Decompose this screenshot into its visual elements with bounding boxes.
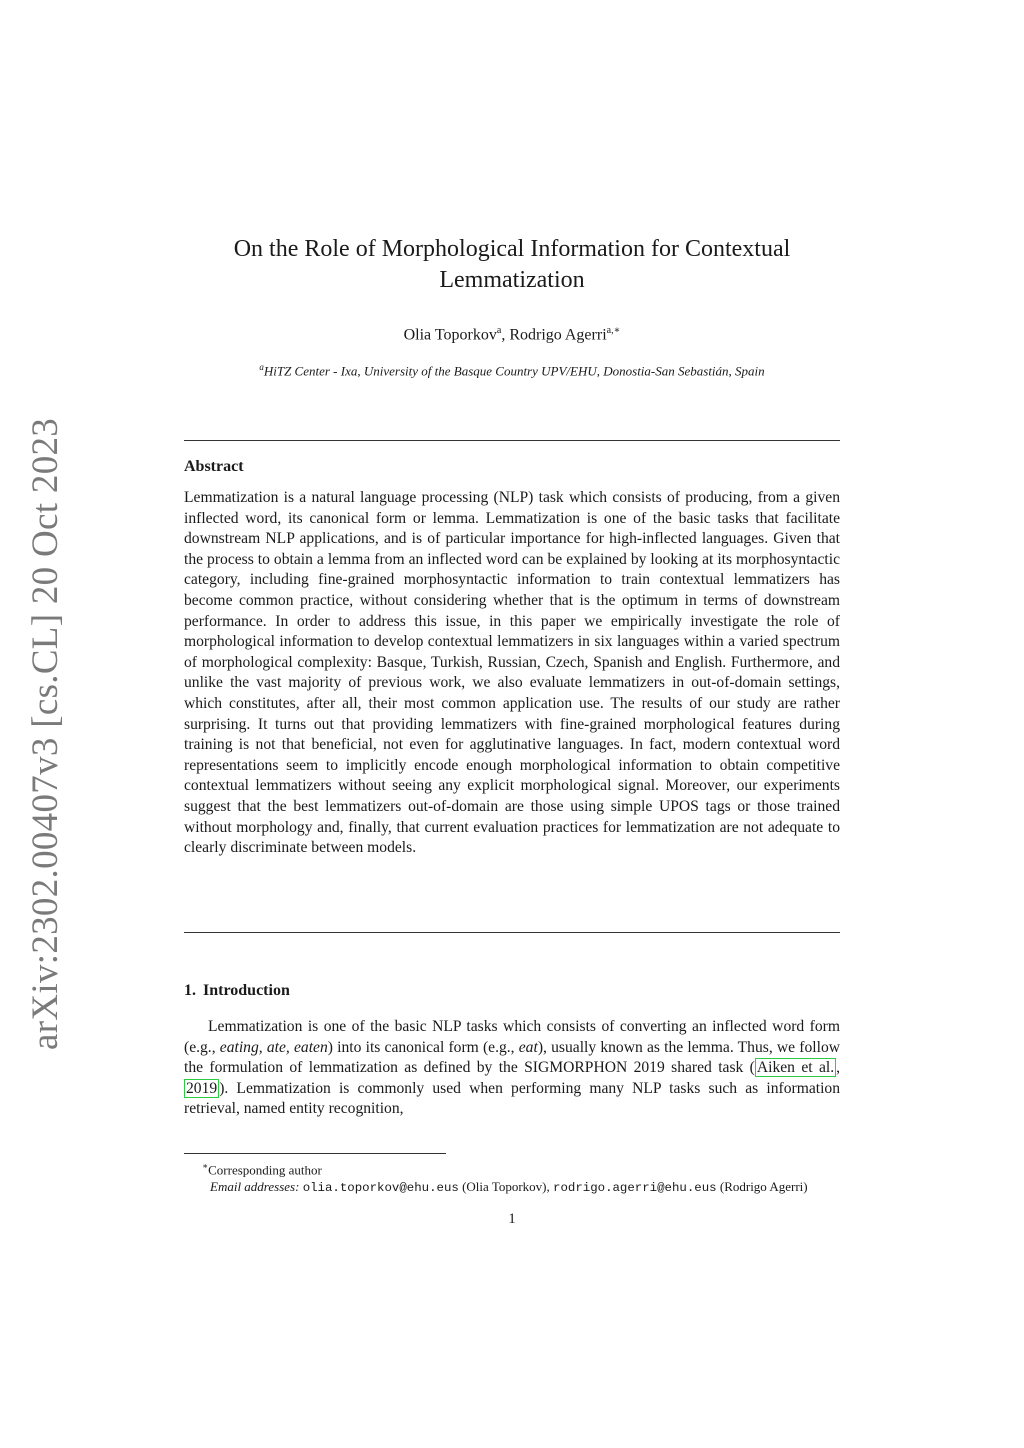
citation-separator: ,	[836, 1059, 841, 1077]
paper-title	[184, 234, 840, 296]
abstract-heading: Abstract	[184, 458, 244, 475]
intro-text: Lemmatization is one of the basic NLP tasks which consists of converting an inflected word form (e.g.,	[184, 1018, 840, 1056]
author-affiliation-mark: a	[496, 325, 502, 336]
citation-link-year[interactable]: 2019	[186, 1079, 218, 1097]
citation-link-author[interactable]: Aiken et al.	[756, 1059, 835, 1077]
abstract-text: Lemmatization is a natural language processing (NLP) task which consists of producing, from a given inflected word, its canonical form or lemma. Lemmatization is one of the basic tasks that facilitate downstream NLP applications, and is of particular importance for high-inflected languages. Given that the process to obtain a lemma from an inflected word can be explained by looking at its morphosyntactic category, including fine-grained morphosyntactic information to train contextual lemmatizers has become common practice, without considering whether that is the optimum in terms of downstream performance. In order to address this issue, in this paper we empirically investigate the role of morphological information to develop contextual lemmatizers in six languages within a varied spectrum of morphological complexity: Basque, Turkish, Russian, Czech, Spanish and English. Furthermore, and unlike the vast majority of previous work, we also evaluate lemmatizers in out-of-domain settings, which constitutes, after all, their most common application use. The results of our study are rather surprising. It turns out that providing lemmatizers with fine-grained morphological features during training is not that beneficial, not even for agglutinative languages. In fact, modern contextual word representations seem to implicitly encode enough morphological information to obtain competitive contextual lemmatizers without seeing any explicit morphological signal. Moreover, our experiments suggest that the best lemmatizers out-of-domain are those using simple UPOS tags or those trained without morphology and, finally, that current evaluation practices for lemmatization are not adequate to clearly discriminate between models.	[184, 489, 840, 857]
introduction-paragraph	[184, 1017, 840, 1120]
intro-text: ), usually known as the lemma. Thus, we follow the formulation of lemmatization as defined by the SIGMORPHON 2019 shared task (	[184, 1038, 840, 1077]
page-number: 1	[508, 1211, 516, 1227]
email-owner: (Rodrigo Agerri)	[716, 1179, 808, 1195]
author-list: Olia Toporkov$^a$, Rodrigo Agerri$^{a,∗}$	[403, 325, 621, 344]
title-line-1: On the Role of Morphological Information for Contextual	[233, 236, 791, 262]
email-link[interactable]: rodrigo.agerri@ehu.eus	[553, 1181, 717, 1196]
abstract-bottom-rule	[184, 932, 840, 933]
author-name: Rodrigo Agerri	[509, 326, 607, 344]
footnote-text: Corresponding author	[208, 1162, 322, 1178]
footnote-mark: ∗	[202, 1161, 209, 1171]
intro-text: ) into its canonical form (e.g.,	[327, 1038, 519, 1056]
footnote-corresponding	[184, 1158, 840, 1178]
email-label: Email addresses:	[210, 1179, 300, 1195]
section-number: 1.	[184, 982, 196, 999]
footnotes	[184, 1158, 840, 1197]
affiliation-text: HiTZ Center - Ixa, University of the Basque Country UPV/EHU, Donostia-San Sebastián, Spain	[263, 363, 765, 379]
example-lemma: eat	[518, 1038, 538, 1056]
arxiv-identifier: arXiv:2302.00407v3 [cs.CL] 20 Oct 2023	[25, 417, 66, 1050]
abstract-top-rule	[184, 440, 840, 441]
title-line-2: Lemmatization	[439, 267, 585, 293]
footnote-emails	[184, 1178, 840, 1197]
affiliation	[184, 362, 840, 379]
email-owner: (Olia Toporkov),	[458, 1179, 554, 1195]
example-forms: eating, ate, eaten	[219, 1038, 328, 1056]
section-title: Introduction	[203, 982, 290, 999]
intro-text: ). Lemmatization is commonly used when performing many NLP tasks such as information retrieval, named entity recognition,	[184, 1079, 840, 1118]
affiliation-mark: a	[259, 362, 264, 372]
email-link[interactable]: olia.toporkov@ehu.eus	[302, 1181, 459, 1196]
author-affiliation-mark: a,∗	[606, 325, 621, 336]
footnote-rule	[184, 1153, 446, 1154]
section-heading-introduction	[184, 982, 290, 1000]
author-name: Olia Toporkov	[403, 326, 497, 344]
